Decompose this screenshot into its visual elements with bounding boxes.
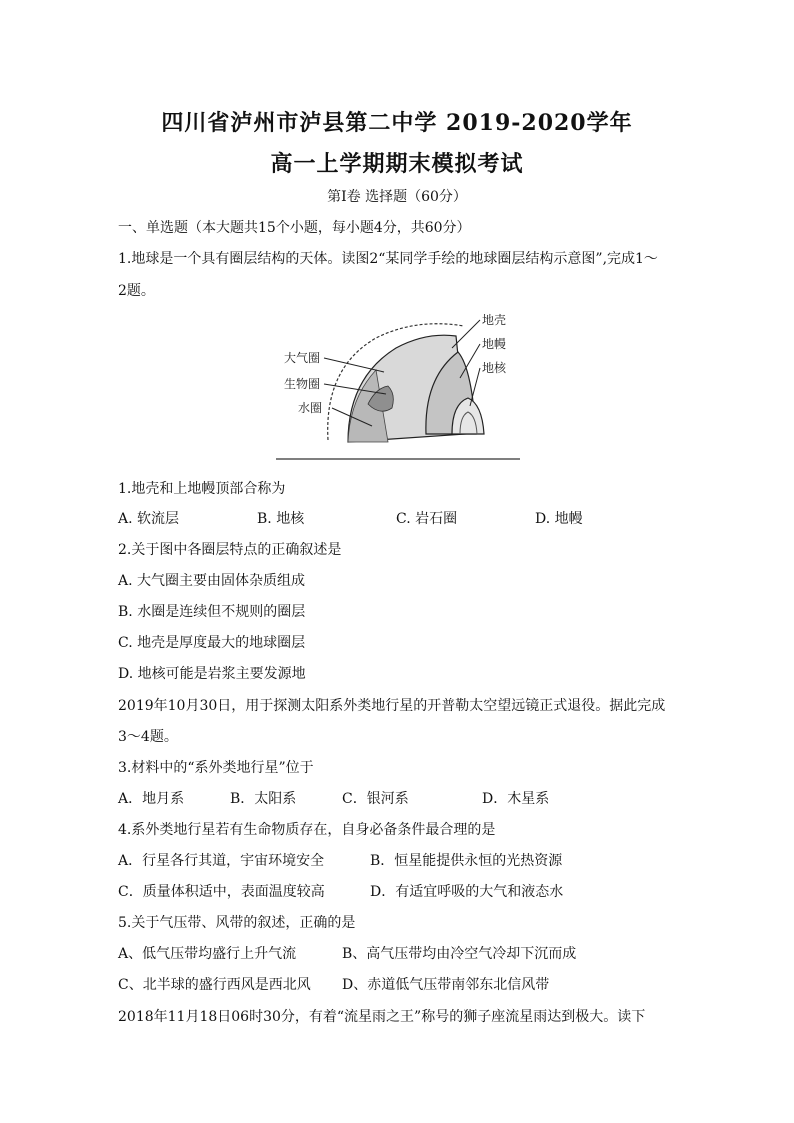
question-3-stem: 3.材料中的“系外类地行星”位于 xyxy=(118,760,314,776)
q4-option-b[interactable]: B．恒星能提供永恒的光热资源 xyxy=(370,853,563,869)
label-mantle: 地幔 xyxy=(482,337,507,351)
intro-1-line1: 1.地球是一个具有圈层结构的天体。读图2“某同学手绘的地球圈层结构示意图”,完成1～ xyxy=(118,251,658,267)
label-atmosphere: 大气圈 xyxy=(284,351,321,365)
exam-title-line1: 四川省泸州市泸县第二中学 2019-2020学年 xyxy=(161,110,633,136)
section-heading: 第Ⅰ卷 选择题（60分） xyxy=(327,189,467,205)
q4-option-a[interactable]: A．行星各行其道，宇宙环境安全 xyxy=(118,853,325,869)
q4-option-d[interactable]: D．有适宜呼吸的大气和液态水 xyxy=(370,884,564,900)
q3-option-d[interactable]: D．木星系 xyxy=(482,791,550,807)
q5-option-d[interactable]: D、赤道低气压带南邻东北信风带 xyxy=(342,977,550,993)
question-4-stem: 4.系外类地行星若有生命物质存在，自身必备条件最合理的是 xyxy=(118,822,496,838)
q2-option-a[interactable]: A. 大气圈主要由固体杂质组成 xyxy=(118,573,306,589)
intro-2-line1: 2019年10月30日，用于探测太阳系外类地行星的开普勒太空望远镜正式退役。据此完成 xyxy=(118,698,666,714)
earth-layers-figure xyxy=(276,308,520,462)
intro-3-line1: 2018年11月18日06时30分，有着“流星雨之王”称号的狮子座流星雨达到极大。读下 xyxy=(118,1009,646,1025)
q1-option-d[interactable]: D. 地幔 xyxy=(535,511,583,527)
question-2-stem: 2.关于图中各圈层特点的正确叙述是 xyxy=(118,542,342,558)
part-heading: 一、单选题（本大题共15个小题，每小题4分，共60分） xyxy=(118,220,471,236)
label-hydrosphere: 水圈 xyxy=(298,401,323,415)
q2-option-d[interactable]: D. 地核可能是岩浆主要发源地 xyxy=(118,666,306,682)
q3-option-a[interactable]: A．地月系 xyxy=(118,791,185,807)
q3-option-c[interactable]: C．银河系 xyxy=(342,791,409,807)
q5-option-a[interactable]: A、低气压带均盛行上升气流 xyxy=(118,946,297,962)
q2-option-b[interactable]: B. 水圈是连续但不规则的圈层 xyxy=(118,604,306,620)
q2-option-c[interactable]: C. 地壳是厚度最大的地球圈层 xyxy=(118,635,306,651)
question-5-stem: 5.关于气压带、风带的叙述，正确的是 xyxy=(118,915,356,931)
q3-option-b[interactable]: B．太阳系 xyxy=(230,791,297,807)
q5-option-b[interactable]: B、高气压带均由冷空气冷却下沉而成 xyxy=(342,946,577,962)
q1-option-a[interactable]: A. 软流层 xyxy=(118,511,180,527)
q1-option-c[interactable]: C. 岩石圈 xyxy=(396,511,458,527)
q5-option-c[interactable]: C、北半球的盛行西风是西北风 xyxy=(118,977,311,993)
exam-title-line2: 高一上学期期末模拟考试 xyxy=(270,151,524,177)
earth-layers-diagram xyxy=(276,308,520,462)
label-core: 地核 xyxy=(482,361,507,375)
label-biosphere: 生物圈 xyxy=(284,377,321,391)
q4-option-c[interactable]: C．质量体积适中，表面温度较高 xyxy=(118,884,325,900)
label-crust: 地壳 xyxy=(482,313,507,327)
intro-2-line2: 3～4题。 xyxy=(118,729,178,745)
q1-option-b[interactable]: B. 地核 xyxy=(257,511,305,527)
question-1-stem: 1.地壳和上地幔顶部合称为 xyxy=(118,481,286,497)
intro-1-line2: 2题。 xyxy=(118,283,155,299)
